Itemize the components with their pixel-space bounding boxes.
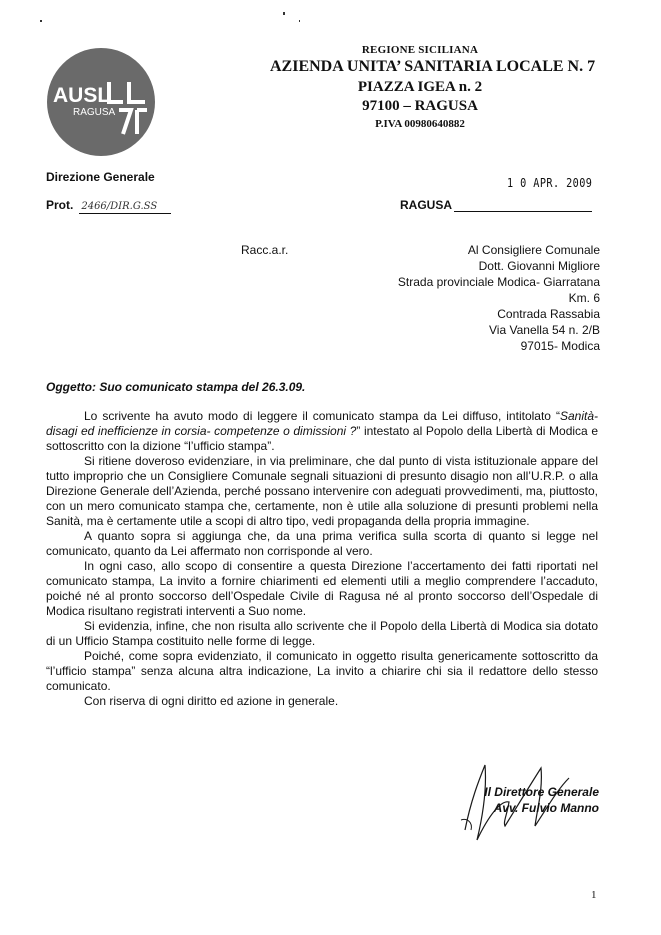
recipient-line: Via Vanella 54 n. 2/B bbox=[489, 323, 600, 337]
agency-name: AZIENDA UNITA’ SANITARIA LOCALE N. 7 bbox=[270, 58, 596, 75]
place-date-line bbox=[454, 200, 592, 212]
scan-speck bbox=[40, 20, 42, 22]
recipient-address bbox=[398, 242, 600, 354]
recipient-line: 97015- Modica bbox=[520, 339, 600, 353]
press-release-title: Sanità- disagi ed inefficienze in corsia- competenze o dimissioni ? bbox=[46, 409, 598, 438]
paragraph: Si evidenzia, infine, che non risulta allo scrivente che il Popolo della Libertà di Modica sia dotato di un Ufficio Stampa costituito nelle forme di legge. bbox=[46, 619, 598, 648]
recipient-line: Contrada Rassabia bbox=[497, 307, 600, 321]
department-label: Direzione Generale bbox=[46, 170, 155, 184]
paragraph: In ogni caso, allo scopo di consentire a questa Direzione l’accertamento dei fatti riportati nel comunicato stampa, La invito a fornire chiarimenti ed elementi utili a meglio comprendere l’accaduto, poiché né al pronto soccorso dell’Ospedale Civile di Ragusa né al pronto soccorso dell’Ospedale di Modica risultano registrati interventi a Suo nome. bbox=[46, 559, 598, 618]
recipient-line: Strada provinciale Modica- Giarratana bbox=[397, 275, 600, 289]
protocol-row bbox=[46, 198, 171, 214]
scan-speck bbox=[299, 20, 300, 22]
signature-block bbox=[467, 775, 599, 845]
paragraph: Poiché, come sopra evidenziato, il comunicato in oggetto risulta genericamente sottoscritto da “l’ufficio stampa” senza alcuna altra indicazione, La invito a chiarire chi sia il redattore dello stesso comunicato. bbox=[46, 649, 598, 693]
protocol-label: Prot. bbox=[46, 198, 74, 212]
subject-line: Oggetto: Suo comunicato stampa del 26.3.09. bbox=[46, 380, 306, 394]
recipient-line: Dott. Giovanni Migliore bbox=[478, 259, 600, 273]
agency-city: 97100 – RAGUSA bbox=[362, 98, 478, 114]
region-name: REGIONE SICILIANA bbox=[361, 44, 479, 56]
place-row bbox=[400, 198, 592, 212]
place-label: RAGUSA bbox=[400, 198, 453, 212]
signatory-title: Il Direttore Generale bbox=[484, 785, 599, 799]
delivery-method: Racc.a.r. bbox=[241, 243, 289, 257]
protocol-number: 2466/DIR.G.SS bbox=[79, 201, 171, 214]
paragraph: Lo scrivente ha avuto modo di leggere il comunicato stampa da Lei diffuso, intitolato “Sanità- disagi ed inefficienze in corsia- competenze o dimissioni ?” intestato al Popolo della Libertà di Modica e sottoscritto con la dizione “l’ufficio stampa”. bbox=[46, 409, 599, 453]
logo-ragusa-text: RAGUSA bbox=[73, 107, 116, 118]
agency-vat: P.IVA 00980640882 bbox=[375, 118, 465, 130]
page-number: 1 bbox=[591, 889, 597, 901]
logo-seven-mark bbox=[119, 110, 131, 134]
paragraph: Con riserva di ogni diritto ed azione in generale. bbox=[84, 694, 339, 708]
signatory-name: Avv. Fulvio Manno bbox=[493, 801, 599, 815]
recipient-line: Al Consigliere Comunale bbox=[467, 243, 600, 257]
paragraph: A quanto sopra si aggiunga che, da una prima verifica sulla scorta di quanto si legge nel comunicato, quanto da Lei affermato non corrisponde al vero. bbox=[46, 529, 598, 558]
date-stamp: 1 0 APR. 2009 bbox=[507, 176, 593, 190]
recipient-line: Km. 6 bbox=[568, 291, 600, 305]
scan-speck bbox=[283, 12, 285, 15]
agency-address: PIAZZA IGEA n. 2 bbox=[357, 79, 483, 95]
letter-body bbox=[46, 409, 598, 709]
ausl-logo bbox=[47, 48, 155, 156]
logo-ausl-text: AUSL bbox=[53, 84, 111, 107]
paragraph: Si ritiene doveroso evidenziare, in via preliminare, che dal punto di vista istituzionale appare del tutto improprio che un Consigliere Comunale segnali situazioni di presunto disagio non all’U.R.P. o alla Direzione Generale dell’Azienda, perché possano intervenire con adeguati provvedimenti, ma, piuttosto, con un mero comunicato stampa che, certamente, non è utile alla soluzione di presunti problemi nella Sanità, ma è certamente utile a scopi di altro tipo, vedi propaganda della propria immagine. bbox=[46, 454, 598, 528]
